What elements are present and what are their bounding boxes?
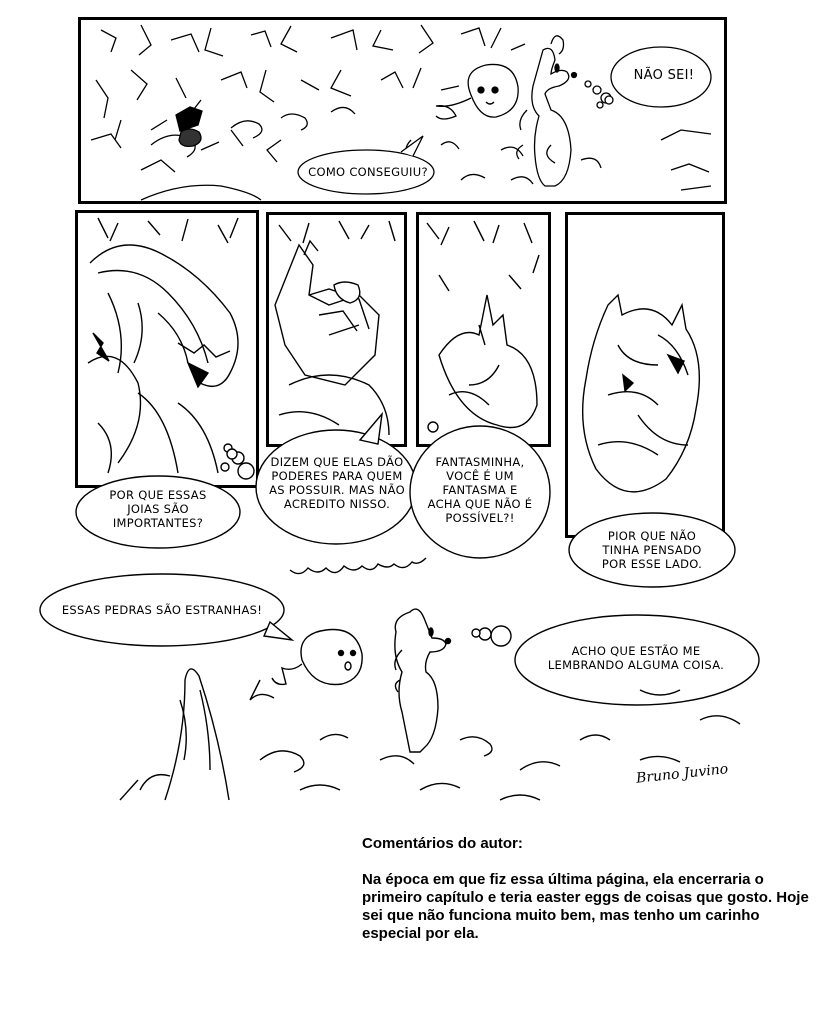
speech-bubble-pior-que-nao: PIOR QUE NÃO TINHA PENSADO POR ESSE LADO. (601, 529, 703, 571)
speech-bubble-dizem-que-elas: DIZEM QUE ELAS DÃO PODERES PARA QUEM AS POSSUIR. MAS NÃO ACREDITO NISSO. (269, 455, 405, 511)
speech-bubble-fantasminha: FANTASMINHA, VOCÊ É UM FANTASMA E ACHA QUE NÃO É POSSÍVEL?! (427, 455, 533, 525)
speech-bubble-como-conseguiu: COMO CONSEGUIU? (308, 165, 428, 179)
speech-bubble-por-que-essas-joias: POR QUE ESSAS JOIAS SÃO IMPORTANTES? (109, 488, 207, 530)
speech-bubble-nao-sei: NÃO SEI! (633, 68, 695, 83)
author-signature: Bruno Juvino (635, 761, 729, 787)
commentary-title: Comentários do autor: (362, 835, 523, 852)
author-commentary (362, 835, 812, 943)
commentary-body: Na época em que fiz essa última página, ela encerraria o primeiro capítulo e teria easter eggs de coisas que gosto. Hoje sei que não funciona muito bem, mas tenho um carinho especial por ela. (362, 871, 809, 942)
speech-bubble-essas-pedras: ESSAS PEDRAS SÃO ESTRANHAS! (61, 603, 263, 617)
speech-bubble-acho-que-estao: ACHO QUE ESTÃO ME LEMBRANDO ALGUMA COISA. (547, 644, 725, 672)
